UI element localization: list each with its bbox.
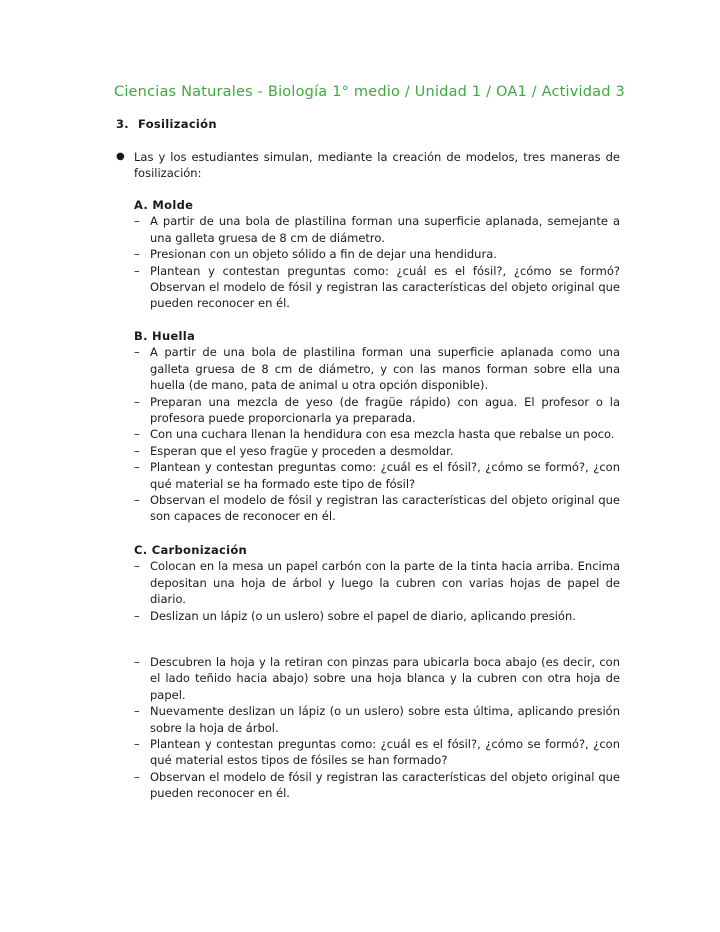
list-item: – Descubren la hoja y la retiran con pinzas para ubicarla boca abajo (es decir, con el lado teñido hacia abajo) sobre una hoja blanca y la cubren con otra hoja de papel. (134, 655, 620, 702)
list-item: – Observan el modelo de fósil y registran las características del objeto original que pueden reconocer en él. (134, 769, 620, 801)
list-item: – Preparan una mezcla de yeso (de fragüe rápido) con agua. El profesor o la profesora puede proporcionarla ya preparada. (134, 394, 620, 426)
step-list (134, 654, 620, 802)
block-title: A. Molde (134, 198, 194, 212)
list-item: – A partir de una bola de plastilina forman una superficie aplanada como una galleta gruesa de 8 cm de diámetro, y con las manos forman sobre ella una huella (de mano, pata de animal u otra opción disponible). (134, 345, 620, 393)
list-item: – Plantean y contestan preguntas como: ¿cuál es el fósil?, ¿cómo se formó?, ¿con qué material estos tipos de fósiles se han formado? (134, 737, 620, 768)
step-list (134, 213, 620, 311)
bullet-icon: ● (116, 151, 125, 162)
list-item: – Plantean y contestan preguntas como: ¿cuál es el fósil?, ¿cómo se formó? Observan el modelo de fósil y registran las características del objeto original que pueden reconocer en él. (134, 263, 620, 311)
list-item: – Esperan que el yeso fragüe y proceden a desmoldar. (134, 443, 454, 458)
block-carbonizacion-continued (134, 654, 620, 802)
list-item: – Deslizan un lápiz (o un uslero) sobre el papel de diario, aplicando presión. (134, 608, 576, 623)
section-number: 3. (116, 117, 129, 131)
section-heading (116, 117, 217, 131)
block-carbonizacion (134, 542, 620, 624)
list-item: – A partir de una bola de plastilina forman una superficie aplanada, semejante a una galleta gruesa de 8 cm de diámetro. (134, 214, 620, 245)
list-item: – Colocan en la mesa un papel carbón con la parte de la tinta hacia arriba. Encima depositan una hoja de árbol y luego la cubren con varias hojas de papel de diario. (134, 559, 620, 607)
block-huella (134, 328, 620, 525)
intro-text: Las y los estudiantes simulan, mediante la creación de modelos, tres maneras de fosilización: (134, 150, 620, 181)
block-title: C. Carbonización (134, 543, 248, 557)
list-item: – Presionan con un objeto sólido a fin de dejar una hendidura. (134, 247, 497, 262)
section-title: Fosilización (138, 117, 217, 131)
list-item: – Plantean y contestan preguntas como: ¿cuál es el fósil?, ¿cómo se formó?, ¿con qué material se ha formado este tipo de fósil? (134, 460, 620, 491)
step-list (134, 558, 620, 624)
document-header: Ciencias Naturales - Biología 1° medio / Unidad 1 / OA1 / Actividad 3 (114, 84, 625, 100)
list-item: – Nuevamente deslizan un lápiz (o un uslero) sobre esta última, aplicando presión sobre la hoja de árbol. (134, 704, 620, 735)
step-list (134, 344, 620, 524)
list-item: – Observan el modelo de fósil y registran las características del objeto original que son capaces de reconocer en él. (134, 493, 620, 524)
block-molde (134, 197, 620, 312)
intro-paragraph (116, 149, 620, 182)
list-item: – Con una cuchara llenan la hendidura con esa mezcla hasta que rebalse un poco. (134, 427, 615, 442)
block-title: B. Huella (134, 329, 196, 343)
